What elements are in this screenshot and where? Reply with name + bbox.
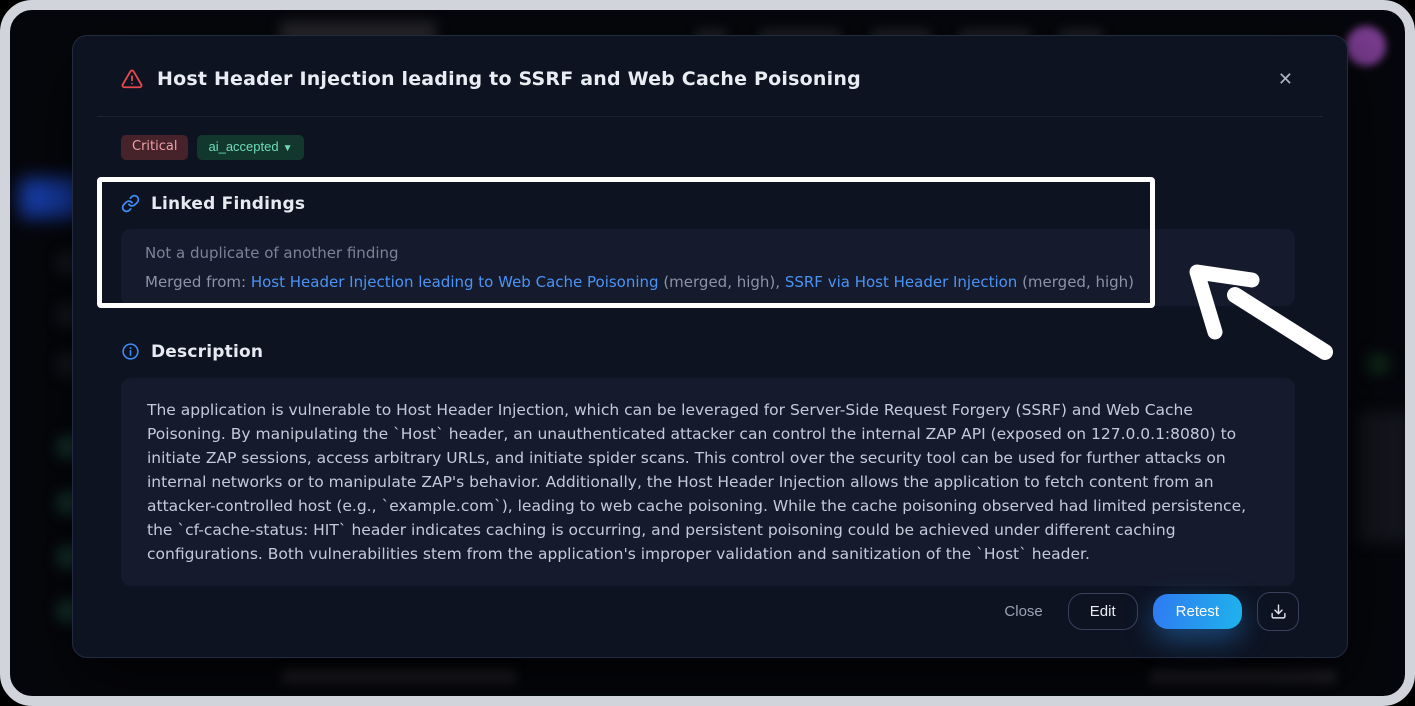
- chevron-down-icon: ▼: [282, 143, 293, 154]
- merged-suffix-1: (merged, high),: [658, 272, 785, 291]
- modal-header: [73, 36, 1347, 116]
- edit-button[interactable]: Edit: [1068, 593, 1138, 630]
- linked-findings-panel: [121, 229, 1295, 306]
- footer-text-blurred: [282, 670, 516, 683]
- merged-prefix: Merged from:: [145, 272, 251, 291]
- alert-triangle-icon: [121, 68, 143, 90]
- modal-footer: [73, 592, 1347, 657]
- footer-text-blurred: [1150, 670, 1336, 683]
- merged-link-1[interactable]: Host Header Injection leading to Web Cache Poisoning: [250, 272, 659, 291]
- merged-link-2[interactable]: SSRF via Host Header Injection: [784, 272, 1018, 291]
- modal-content: [73, 160, 1347, 593]
- background-panel-blurred: [1358, 412, 1409, 542]
- retest-button[interactable]: Retest: [1153, 594, 1242, 629]
- linked-findings-heading: [121, 194, 1299, 214]
- download-icon: [1270, 603, 1287, 620]
- finding-detail-modal: [72, 35, 1348, 658]
- header-divider: [97, 116, 1323, 117]
- severity-badge: Critical: [121, 135, 188, 160]
- close-icon[interactable]: ✕: [1270, 66, 1301, 92]
- modal-title: Host Header Injection leading to SSRF and Web Cache Poisoning: [157, 68, 861, 90]
- info-icon: [121, 342, 140, 361]
- background-dot-blurred: [1366, 352, 1390, 376]
- app-screen: [6, 6, 1409, 700]
- section-title: Description: [151, 341, 264, 362]
- description-text: The application is vulnerable to Host Header Injection, which can be leveraged for Server-Side Request Forgery (SSRF) and Web Cache Poisoning. By manipulating the `Host` header, an unauthenticated attacker can control the internal ZAP API (exposed on 127.0.0.1:8080) to initiate ZAP sessions, access arbitrary URLs, and initiate spider scans. This control over the security tool can be used for further attacks on internal networks or to manipulate ZAP's behavior. Additionally, the Host Header Injection allows the application to fetch content from an attacker-controlled host (e.g., `example.com`), leading to web cache poisoning. While the cache poisoning observed had limited persistence, the `cf-cache-status: HIT` header indicates caching is occurring, and persistent poisoning could be achieved under different caching configurations. Both vulnerabilities stem from the application's improper validation and sanitization of the `Host` header.: [147, 400, 1247, 563]
- description-panel: [121, 378, 1295, 586]
- section-title: Linked Findings: [151, 193, 306, 214]
- status-dropdown[interactable]: [197, 135, 303, 160]
- merged-suffix-2: (merged, high): [1017, 272, 1135, 291]
- download-button[interactable]: [1257, 592, 1299, 631]
- duplicate-note: Not a duplicate of another finding: [145, 243, 399, 262]
- user-avatar[interactable]: [1346, 26, 1386, 66]
- link-icon: [121, 194, 140, 213]
- merged-from-line: [145, 273, 1271, 291]
- badge-row: [121, 135, 1299, 160]
- status-label: ai_accepted: [208, 139, 279, 154]
- close-button[interactable]: Close: [1004, 603, 1043, 620]
- description-heading: [121, 342, 1299, 362]
